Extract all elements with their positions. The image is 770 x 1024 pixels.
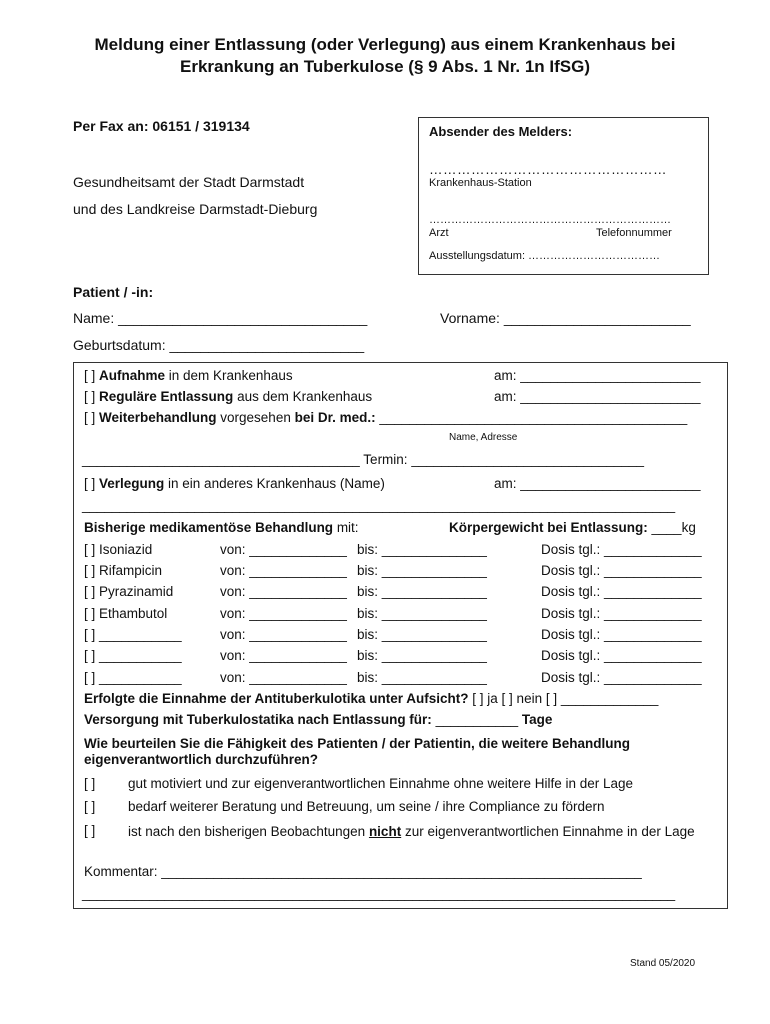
drug-dose-field[interactable]: Dosis tgl.: _____________ (541, 563, 702, 578)
transfer-name-field[interactable]: _______________________________________________________________________________ (82, 498, 676, 513)
sender-station-dots: …………………………………………… (429, 162, 667, 177)
drug-name[interactable]: [ ] Ethambutol (84, 606, 168, 621)
discharge-row[interactable]: [ ] Reguläre Entlassung aus dem Krankenhaus (84, 389, 373, 404)
drug-to-field[interactable]: bis: ______________ (357, 606, 487, 621)
drug-name[interactable]: [ ] Isoniazid (84, 542, 153, 557)
drug-name[interactable]: [ ] Rifampicin (84, 563, 163, 578)
recipient-line-2: und des Landkreise Darmstadt-Dieburg (73, 201, 318, 217)
option-2-checkbox[interactable]: [ ] (84, 799, 96, 814)
transfer-row[interactable]: [ ] Verlegung in ein anderes Krankenhaus (Name) (84, 476, 385, 491)
drug-to-field[interactable]: bis: ______________ (357, 627, 487, 642)
supervision-row[interactable]: Erfolgte die Einnahme der Antituberkulotika unter Aufsicht? [ ] ja [ ] nein [ ] _____________ (84, 691, 659, 706)
title-line-2: Erkrankung an Tuberkulose (§ 9 Abs. 1 Nr. 1n IfSG) (180, 57, 590, 76)
drug-name[interactable]: [ ] ___________ (84, 670, 182, 685)
patient-heading: Patient / -in: (73, 284, 154, 300)
sender-date: Ausstellungsdatum: ……………………………… (429, 250, 661, 262)
drug-dose-field[interactable]: Dosis tgl.: _____________ (541, 606, 702, 621)
option-1-checkbox[interactable]: [ ] (84, 776, 96, 791)
drug-from-field[interactable]: von: _____________ (220, 670, 347, 685)
option-3-checkbox[interactable]: [ ] (84, 823, 96, 838)
version-stamp: Stand 05/2020 (630, 958, 696, 969)
option-3-label: ist nach den bisherigen Beobachtungen nicht zur eigenverantwortlichen Einnahme in der Lage (128, 824, 695, 839)
drug-from-field[interactable]: von: _____________ (220, 627, 347, 642)
drug-dose-field[interactable]: Dosis tgl.: _____________ (541, 648, 702, 663)
drug-to-field[interactable]: bis: ______________ (357, 563, 487, 578)
appointment-row[interactable]: _____________________________________ Termin: _______________________________ (82, 452, 645, 467)
patient-name-field[interactable]: Name: ________________________________ (73, 310, 368, 326)
title-line-1: Meldung einer Entlassung (oder Verlegung) aus einem Krankenhaus bei (94, 35, 676, 54)
sender-phone-label: Telefonnummer (596, 227, 672, 239)
supply-row[interactable]: Versorgung mit Tuberkulostatika nach Entlassung für: ___________ Tage (84, 712, 553, 727)
drug-from-field[interactable]: von: _____________ (220, 584, 347, 599)
drug-name[interactable]: [ ] ___________ (84, 627, 182, 642)
comment-line-2[interactable]: _______________________________________________________________________________ (82, 886, 676, 901)
sender-heading: Absender des Melders: (429, 124, 573, 139)
fax-number: Per Fax an: 06151 / 319134 (73, 118, 250, 134)
drug-dose-field[interactable]: Dosis tgl.: _____________ (541, 627, 702, 642)
drug-to-field[interactable]: bis: ______________ (357, 542, 487, 557)
drug-to-field[interactable]: bis: ______________ (357, 670, 487, 685)
drug-from-field[interactable]: von: _____________ (220, 648, 347, 663)
drug-dose-field[interactable]: Dosis tgl.: _____________ (541, 670, 702, 685)
patient-firstname-field[interactable]: Vorname: ________________________ (440, 310, 691, 326)
drug-name[interactable]: [ ] Pyrazinamid (84, 584, 174, 599)
treatment-heading: Bisherige medikamentöse Behandlung mit: (84, 520, 359, 535)
drug-from-field[interactable]: von: _____________ (220, 563, 347, 578)
transfer-date-field[interactable]: am: ________________________ (494, 476, 701, 491)
name-address-hint: Name, Adresse (449, 432, 518, 443)
drug-name[interactable]: [ ] ___________ (84, 648, 182, 663)
further-treatment-row[interactable]: [ ] Weiterbehandlung vorgesehen bei Dr. med.: _________________________________________ (84, 410, 688, 425)
recipient-line-1: Gesundheitsamt der Stadt Darmstadt (73, 174, 305, 190)
sender-arzt-dots: ………………………………………………………… (429, 214, 671, 226)
drug-to-field[interactable]: bis: ______________ (357, 584, 487, 599)
discharge-weight-field[interactable]: Körpergewicht bei Entlassung: ____kg (449, 520, 696, 535)
drug-dose-field[interactable]: Dosis tgl.: _____________ (541, 542, 702, 557)
option-2-label: bedarf weiterer Beratung und Betreuung, um seine / ihre Compliance zu fördern (128, 799, 605, 814)
comment-field[interactable]: Kommentar: ________________________________________________________________ (84, 864, 642, 879)
patient-birthdate-field[interactable]: Geburtsdatum: _________________________ (73, 337, 365, 353)
assessment-question: Wie beurteilen Sie die Fähigkeit des Patienten / der Patientin, die weitere Behandlung eigenverantwortlich durchzuführen? (84, 736, 630, 767)
admission-row[interactable]: [ ] Aufnahme in dem Krankenhaus (84, 368, 293, 383)
sender-arzt-label: Arzt (429, 227, 449, 239)
discharge-date-field[interactable]: am: ________________________ (494, 389, 701, 404)
drug-to-field[interactable]: bis: ______________ (357, 648, 487, 663)
sender-box (418, 117, 709, 275)
option-1-label: gut motiviert und zur eigenverantwortlichen Einnahme ohne weitere Hilfe in der Lage (128, 776, 634, 791)
drug-from-field[interactable]: von: _____________ (220, 606, 347, 621)
sender-station-label: Krankenhaus-Station (429, 177, 532, 189)
drug-from-field[interactable]: von: _____________ (220, 542, 347, 557)
drug-dose-field[interactable]: Dosis tgl.: _____________ (541, 584, 702, 599)
admission-date-field[interactable]: am: ________________________ (494, 368, 701, 383)
